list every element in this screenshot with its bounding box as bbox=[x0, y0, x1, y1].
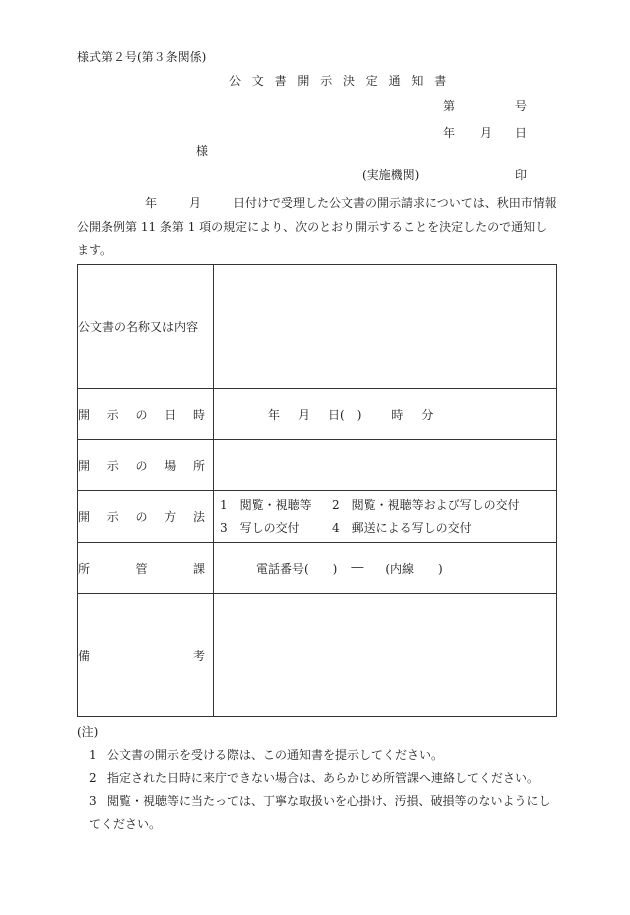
table-row bbox=[78, 265, 557, 389]
note-item: 2 指定された日時に来庁できない場合は、あらかじめ所管課へ連絡してください。 bbox=[89, 771, 540, 785]
seal-mark: 印 bbox=[515, 168, 528, 182]
body-year: 年 bbox=[145, 196, 158, 210]
table-row bbox=[78, 594, 557, 717]
method-option-4: 4 郵送による写しの交付 bbox=[332, 520, 472, 535]
note-item: 3 閲覧・視聴等に当たっては、丁寧な取扱いを心掛け、汚損、破損等のないようにしてください。 bbox=[89, 794, 551, 831]
table-row bbox=[78, 389, 557, 440]
table-row bbox=[78, 440, 557, 491]
row-label bbox=[78, 543, 214, 594]
row-label bbox=[78, 440, 214, 491]
form-id: 様式第２号(第３条関係) bbox=[77, 50, 207, 64]
method-option-1: 1 閲覧・視聴等 bbox=[220, 497, 312, 512]
place-value bbox=[214, 440, 557, 491]
datetime-value: 年 月 日( ) 時 分 bbox=[214, 389, 557, 440]
date-year: 年 bbox=[443, 126, 456, 140]
phone-value: 電話番号( ) ― (内線 ) bbox=[214, 543, 557, 594]
label-remarks: 備 考 bbox=[78, 648, 205, 663]
label-disclosure-place: 開 示 の 場 所 bbox=[78, 458, 205, 473]
issuer-label: (実施機関) bbox=[362, 168, 420, 182]
doc-number-prefix: 第 bbox=[443, 99, 456, 113]
label-disclosure-datetime: 開 示 の 日 時 bbox=[78, 407, 205, 422]
label-disclosure-method: 開 示 の 方 法 bbox=[78, 510, 205, 524]
method-option-2: 2 閲覧・視聴等および写しの交付 bbox=[332, 497, 520, 512]
label-document-name: 公文書の名称又は内容 bbox=[78, 320, 199, 334]
note-item: 1 公文書の開示を受ける際は、この通知書を提示してください。 bbox=[89, 748, 444, 762]
table-row bbox=[78, 491, 557, 543]
body-rest: 日付けで受理した公文書の開示請求については、秋田市情報公開条例第 11 条第 1 項の規定により、次のとおり開示することを決定したので通知します。 bbox=[77, 196, 557, 257]
disclosure-table bbox=[77, 264, 557, 717]
row-label bbox=[78, 389, 214, 440]
row-label bbox=[78, 265, 214, 389]
row-label bbox=[78, 594, 214, 717]
notes-title: (注) bbox=[77, 725, 99, 739]
row-label bbox=[78, 491, 214, 543]
table-row bbox=[78, 543, 557, 594]
addressee-honorific: 様 bbox=[196, 144, 209, 158]
document-title: 公文書開示決定通知書 bbox=[229, 74, 458, 88]
body-paragraph bbox=[77, 192, 557, 263]
date-day: 日 bbox=[515, 126, 528, 140]
remarks-value bbox=[214, 594, 557, 717]
date-month: 月 bbox=[480, 126, 493, 140]
method-option-3: 3 写しの交付 bbox=[220, 520, 300, 535]
doc-number-suffix: 号 bbox=[515, 99, 528, 113]
label-responsible-section: 所 管 課 bbox=[78, 561, 205, 576]
body-month: 月 bbox=[189, 196, 202, 210]
document-name-value bbox=[214, 265, 557, 389]
method-options bbox=[214, 491, 557, 543]
